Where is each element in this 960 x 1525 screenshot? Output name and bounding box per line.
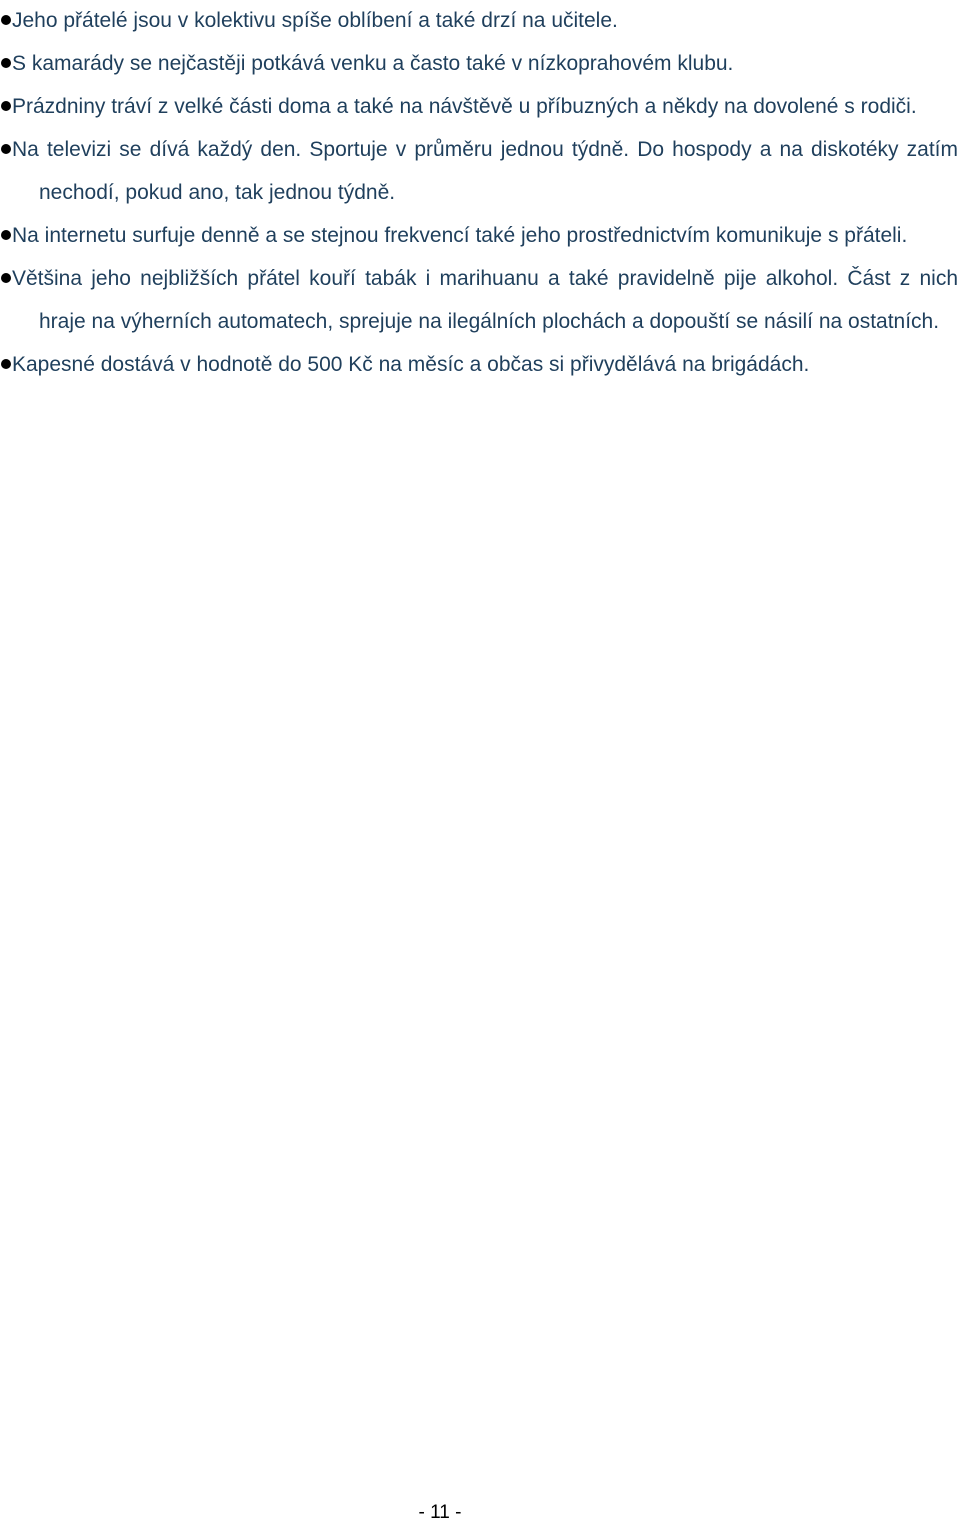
bullet-dot-icon xyxy=(1,101,11,111)
bullet-text: Jeho přátelé jsou v kolektivu spíše oblíbení a také drzí na učitele. xyxy=(12,9,618,32)
bullet-text: Kapesné dostává v hodnotě do 500 Kč na měsíc a občas si přivydělává na brigádách. xyxy=(12,353,810,376)
page-number: - 11 - xyxy=(418,1502,462,1523)
bullet-item-television xyxy=(0,128,960,214)
bullet-text: Většina jeho nejbližších přátel kouří tabák i marihuanu a také pravidelně pije alkohol. Část z nich hraje na výherních automatech, sprejuje na ilegálních plochách a dopouští se násilí na ostatních. xyxy=(12,267,958,333)
bullet-item-holidays xyxy=(0,85,960,128)
bullet-dot-icon xyxy=(1,58,11,68)
bullet-dot-icon xyxy=(1,230,11,240)
bullet-item-close-friends xyxy=(0,257,960,343)
bullet-item-pocket-money xyxy=(0,343,960,386)
bullet-dot-icon xyxy=(1,144,11,154)
bullet-text: Na internetu surfuje denně a se stejnou frekvencí také jeho prostřednictvím komunikuje s přáteli. xyxy=(12,224,908,247)
bullet-text: S kamarády se nejčastěji potkává venku a často také v nízkoprahovém klubu. xyxy=(12,52,734,75)
bullet-list xyxy=(0,0,960,386)
bullet-dot-icon xyxy=(1,15,11,25)
bullet-text: Na televizi se dívá každý den. Sportuje v průměru jednou týdně. Do hospody a na diskotéky zatím nechodí, pokud ano, tak jednou týdně. xyxy=(12,138,958,204)
bullet-dot-icon xyxy=(1,273,11,283)
bullet-dot-icon xyxy=(1,359,11,369)
bullet-item-friends xyxy=(0,0,960,42)
bullet-text: Prázdniny tráví z velké části doma a také na návštěvě u příbuzných a někdy na dovolené s rodiči. xyxy=(12,95,917,118)
bullet-item-meeting xyxy=(0,42,960,85)
bullet-item-internet xyxy=(0,214,960,257)
